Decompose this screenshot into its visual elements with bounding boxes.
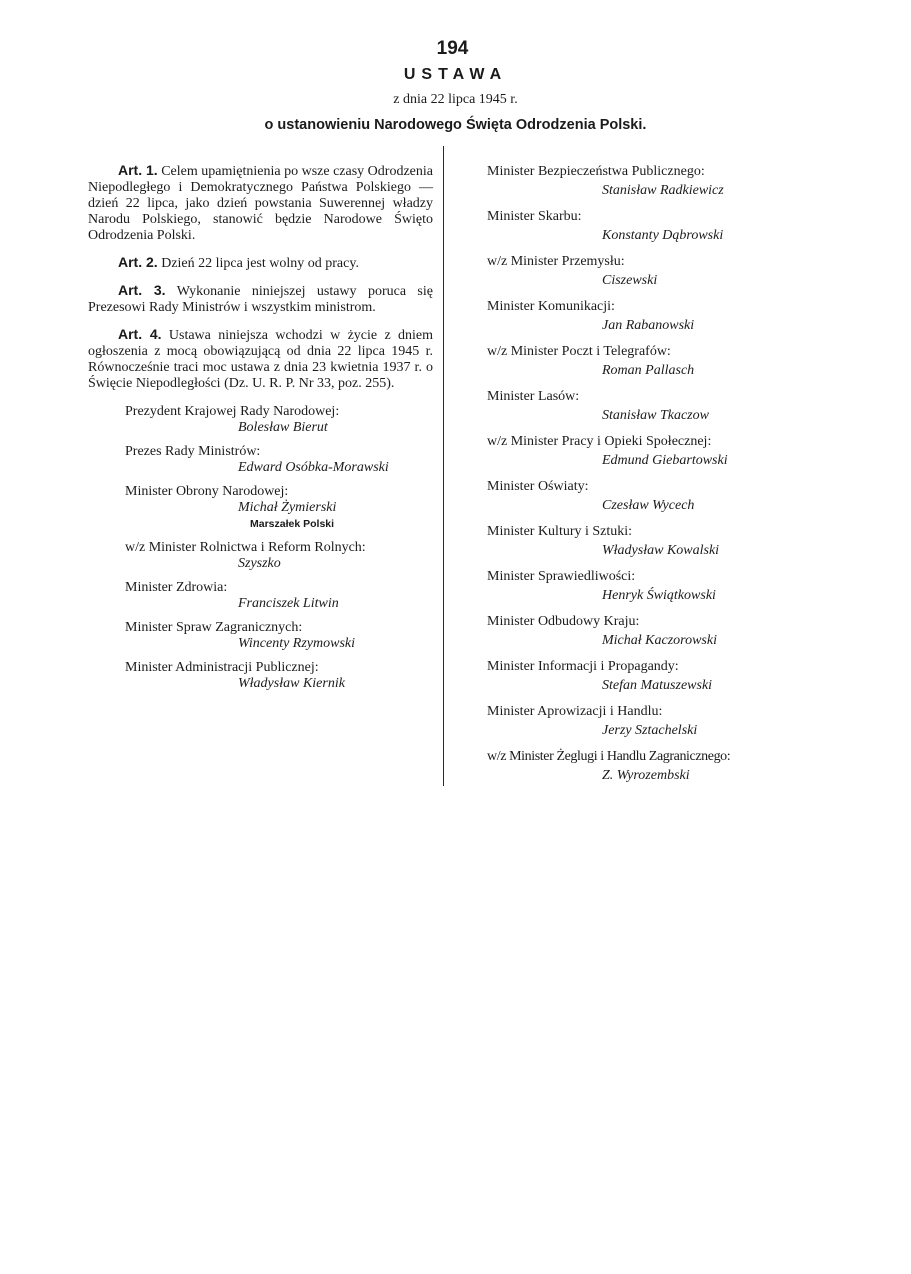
column-divider <box>443 146 444 786</box>
signatory <box>88 484 433 532</box>
signatory-name: Stefan Matuszewski <box>602 678 713 693</box>
signatory-name: Michał Żymierski <box>238 500 337 515</box>
signatory-name: Roman Pallasch <box>602 363 695 378</box>
signatory-role: Minister Administracji Publicznej: <box>125 660 319 675</box>
signatory <box>88 444 433 476</box>
article-text: Wykonanie niniejszej ustawy poruca się Prezesowi Rady Ministrów i wszystkim ministrom. <box>88 284 433 315</box>
signatory-name: Wincenty Rzymowski <box>238 636 356 651</box>
signatory <box>487 477 817 515</box>
signatory-name: Edmund Giebartowski <box>602 453 728 468</box>
document-header <box>0 38 911 133</box>
signatory-name: Henryk Świątkowski <box>602 588 716 603</box>
signatory <box>487 747 817 785</box>
signatory <box>487 342 817 380</box>
signatory <box>487 612 817 650</box>
signatory-name: Z. Wyrozembski <box>602 768 690 783</box>
signatory-role: Minister Kultury i Sztuki: <box>487 524 633 539</box>
signatory-name: Stanisław Radkiewicz <box>602 183 724 198</box>
article-number: Art. 4. <box>118 326 162 342</box>
signatory-role: Minister Sprawiedliwości: <box>487 569 636 584</box>
signatory <box>88 404 433 436</box>
document-subject: o ustanowieniu Narodowego Święta Odrodzenia Polski. <box>264 117 647 133</box>
signatory <box>487 702 817 740</box>
signatory-role: Minister Lasów: <box>487 389 580 404</box>
signatory-role: Prezes Rady Ministrów: <box>125 444 261 459</box>
signatory-role: w/z Minister Poczt i Telegrafów: <box>487 344 671 359</box>
signatory-role: w/z Minister Rolnictwa i Reform Rolnych: <box>125 540 366 555</box>
signatory-name: Czesław Wycech <box>602 498 695 513</box>
page-number: 194 <box>436 38 469 59</box>
signatory-role: w/z Minister Żeglugi i Handlu Zagranicznego: <box>487 749 731 764</box>
article <box>88 282 433 316</box>
signatory-name: Jan Rabanowski <box>602 318 695 333</box>
signatory-name: Szyszko <box>238 556 281 571</box>
signatory-name: Konstanty Dąbrowski <box>602 228 724 243</box>
signatory-rank: Marszałek Polski <box>250 518 335 530</box>
article-number: Art. 1. <box>118 162 158 178</box>
signatory-name: Stanisław Tkaczow <box>602 408 709 423</box>
signatory <box>88 540 433 572</box>
signatory <box>487 522 817 560</box>
signatory-name: Władysław Kowalski <box>602 543 720 558</box>
right-column <box>487 162 817 792</box>
signatory <box>88 620 433 652</box>
left-column <box>88 162 433 700</box>
signatory <box>88 580 433 612</box>
document-title: USTAWA <box>403 66 508 83</box>
article <box>88 326 433 392</box>
signatory <box>487 432 817 470</box>
signatory-name: Edward Osóbka-Morawski <box>238 460 389 475</box>
signatory-role: Prezydent Krajowej Rady Narodowej: <box>125 404 340 419</box>
signatory <box>487 567 817 605</box>
signatory-role: Minister Obrony Narodowej: <box>125 484 289 499</box>
signatory-role: Minister Informacji i Propagandy: <box>487 659 679 674</box>
signatory-name: Franciszek Litwin <box>238 596 339 611</box>
document-date: z dnia 22 lipca 1945 r. <box>393 92 518 107</box>
signatory-name: Michał Kaczorowski <box>602 633 717 648</box>
signatory-role: Minister Aprowizacji i Handlu: <box>487 704 663 719</box>
signatory-role: Minister Zdrowia: <box>125 580 228 595</box>
signatory <box>487 297 817 335</box>
signatory-name: Bolesław Bierut <box>238 420 328 435</box>
article-text: Ustawa niniejsza wchodzi w życie z dniem ogłoszenia z mocą obowiązującą od dnia 22 lipca 1945 r. Równocześnie traci moc ustawa z dnia 23 kwietnia 1937 r. o Święcie Niepodległości (Dz. U. R. P. Nr 33, poz. 255). <box>88 328 433 391</box>
signatory <box>88 660 433 692</box>
signatory-role: w/z Minister Pracy i Opieki Społecznej: <box>487 434 712 449</box>
article <box>88 162 433 244</box>
article-number: Art. 2. <box>118 254 158 270</box>
signatory <box>487 657 817 695</box>
signatories-left <box>88 404 433 692</box>
signatory <box>487 162 817 200</box>
signatory-role: Minister Skarbu: <box>487 209 582 224</box>
signatory-role: Minister Spraw Zagranicznych: <box>125 620 303 635</box>
article-text: Dzień 22 lipca jest wolny od pracy. <box>161 256 359 271</box>
signatory-role: Minister Komunikacji: <box>487 299 615 314</box>
signatory-name: Władysław Kiernik <box>238 676 345 691</box>
signatory-role: Minister Bezpieczeństwa Publicznego: <box>487 164 705 179</box>
signatory-name: Ciszewski <box>602 273 658 288</box>
signatory-role: Minister Oświaty: <box>487 479 589 494</box>
signatory <box>487 207 817 245</box>
signatory <box>487 387 817 425</box>
article <box>88 254 433 272</box>
article-text: Celem upamiętnienia po wsze czasy Odrodzenia Niepodległego i Demokratycznego Państwa Polskiego — dzień 22 lipca, jako dzień powstania Suwerennej władzy Narodu Polskiego, stanowić będzie Narodowe Święto Odrodzenia Polski. <box>88 164 433 243</box>
signatory <box>487 252 817 290</box>
signatory-role: w/z Minister Przemysłu: <box>487 254 625 269</box>
article-number: Art. 3. <box>118 282 166 298</box>
signatory-name: Jerzy Sztachelski <box>602 723 698 738</box>
signatory-role: Minister Odbudowy Kraju: <box>487 614 640 629</box>
